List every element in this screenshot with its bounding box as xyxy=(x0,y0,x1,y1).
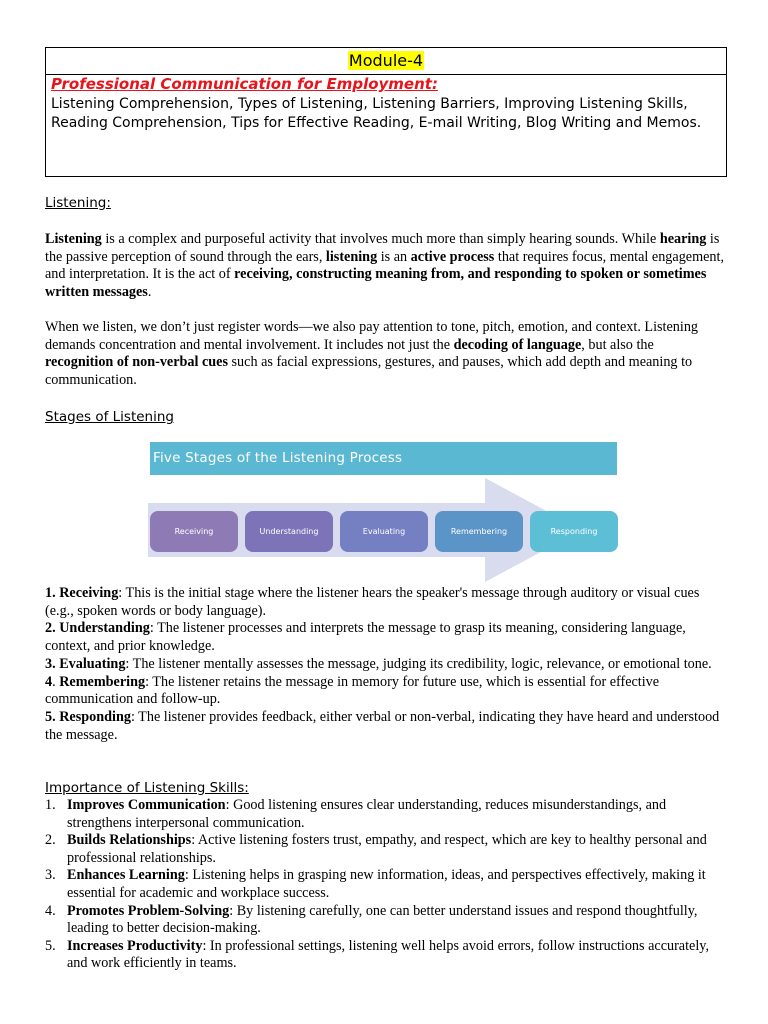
stage-label: Remembering xyxy=(450,527,508,536)
stages-heading: Stages of Listening xyxy=(45,409,174,425)
stage-remembering xyxy=(435,511,523,552)
list-number: 2. xyxy=(45,832,56,849)
stage-label: Understanding xyxy=(259,527,319,536)
bold-term: receiving, constructing meaning from, and responding to spoken or sometimes written messages xyxy=(45,266,707,301)
text-run: , but also the xyxy=(581,336,654,353)
diagram-title-bar xyxy=(150,442,617,475)
stage-lead: 1. Receiving xyxy=(45,585,119,601)
stage-lead: 5. Responding xyxy=(45,708,131,725)
stage-description xyxy=(45,620,725,655)
text-run: is the passive perception of sound through the ears, xyxy=(45,231,720,265)
list-lead: Enhances Learning xyxy=(67,867,185,884)
list-lead: Builds Relationships xyxy=(67,832,192,849)
module-topics: Listening Comprehension, Types of Listening, Listening Barriers, Improving Listening Skills, Reading Comprehension, Tips for Effective Reading, E-mail Writing, Blog Writing and Memos. xyxy=(51,96,702,131)
stage-description xyxy=(45,656,725,674)
diagram-title: Five Stages of the Listening Process xyxy=(153,450,403,466)
module-title: Module-4 xyxy=(348,51,424,70)
stage-description: 4. Remembering: The listener retains the message in memory for future use, which is essential for effective communication and follow-up. xyxy=(45,673,660,708)
list-text: : Active listening fosters trust, empathy, and respect, which are key to healthy personal and professional relationships. xyxy=(67,832,707,866)
stage-lead: Remembering xyxy=(59,673,146,690)
listening-paragraph-1 xyxy=(45,231,725,302)
listening-paragraph-2 xyxy=(45,319,725,390)
stage-responding xyxy=(530,511,618,552)
stage-lead: 3. Evaluating xyxy=(45,655,126,672)
list-item xyxy=(45,832,725,867)
text-run: such as facial expressions, gestures, and pauses, which add depth and meaning to communication. xyxy=(45,354,693,389)
stage-text: : The listener processes and interprets the message to grasp its meaning, considering language, context, and prior knowledge. xyxy=(45,620,686,655)
list-number: 5. xyxy=(45,937,56,954)
bold-term: active process xyxy=(410,248,495,265)
text-run: is an xyxy=(377,248,411,265)
stage-understanding xyxy=(245,511,333,552)
module-header-table xyxy=(45,47,727,177)
stage-label: Receiving xyxy=(174,527,214,536)
text-run: is a complex and purposeful activity that involves much more than simply hearing sounds. While xyxy=(101,231,660,247)
importance-list xyxy=(45,797,725,973)
list-text: : Listening helps in grasping new information, ideas, and perspectives effectively, making it essential for academic and workplace success. xyxy=(67,867,706,901)
list-item xyxy=(45,903,725,938)
stage-receiving xyxy=(150,511,238,552)
stage-label: Responding xyxy=(550,527,598,536)
list-lead: Improves Communication xyxy=(67,797,226,813)
bold-term: hearing xyxy=(659,231,707,247)
bold-term: recognition of non-verbal cues xyxy=(45,354,228,371)
bold-term: listening xyxy=(325,248,378,265)
list-text: : By listening carefully, one can better understand issues and respond thoughtfully, leading to better decision-making. xyxy=(67,902,698,937)
stage-text: : The listener mentally assesses the message, judging its credibility, logic, relevance, or emotional tone. xyxy=(125,655,712,672)
text-run: that requires focus, mental engagement, and interpretation. It is the act of xyxy=(45,248,725,283)
stage-description xyxy=(45,585,725,620)
bold-term: decoding of language xyxy=(453,336,582,353)
text-run: . xyxy=(147,284,152,301)
stage-lead: 2. Understanding xyxy=(45,620,150,637)
list-text: : Good listening ensures clear understanding, reduces misunderstandings, and strengthens interpersonal communication. xyxy=(67,797,667,831)
module-body xyxy=(46,75,726,132)
list-item xyxy=(45,867,725,902)
list-number: 4. xyxy=(45,902,56,919)
list-lead: Increases Productivity xyxy=(67,937,203,954)
importance-heading: Importance of Listening Skills: xyxy=(45,780,249,796)
stage-text: : The listener provides feedback, either verbal or non-verbal, indicating they have heard and understood the message. xyxy=(45,708,720,743)
list-item xyxy=(45,797,725,832)
bold-term: Listening xyxy=(45,231,102,247)
list-lead: Promotes Problem-Solving xyxy=(67,902,230,919)
module-subtitle: Professional Communication for Employment: xyxy=(51,75,438,93)
stage-text: : The listener retains the message in memory for future use, which is essential for effective communication and follow-up. xyxy=(45,673,660,708)
module-title-row xyxy=(46,48,726,75)
list-text: : In professional settings, listening well helps avoid errors, follow instructions accurately, and work efficiently in teams. xyxy=(67,937,710,972)
list-number: 1. xyxy=(45,797,56,813)
stage-description xyxy=(45,709,725,744)
listening-stages-diagram xyxy=(148,442,620,584)
stage-label: Evaluating xyxy=(362,527,406,536)
list-number: 3. xyxy=(45,867,56,884)
stage-descriptions xyxy=(45,585,725,744)
list-item xyxy=(45,938,725,973)
stage-num: 4 xyxy=(45,673,53,690)
stage-text: : This is the initial stage where the listener hears the speaker's message through auditory or visual cues (e.g., spoken words or body language). xyxy=(45,585,700,619)
text-run: When we listen, we don’t just register words—we also pay attention to tone, pitch, emotion, and context. Listening demands concentration and mental involvement. It includes not just the xyxy=(45,319,699,353)
listening-heading: Listening: xyxy=(45,195,111,211)
stage-evaluating xyxy=(340,511,428,552)
